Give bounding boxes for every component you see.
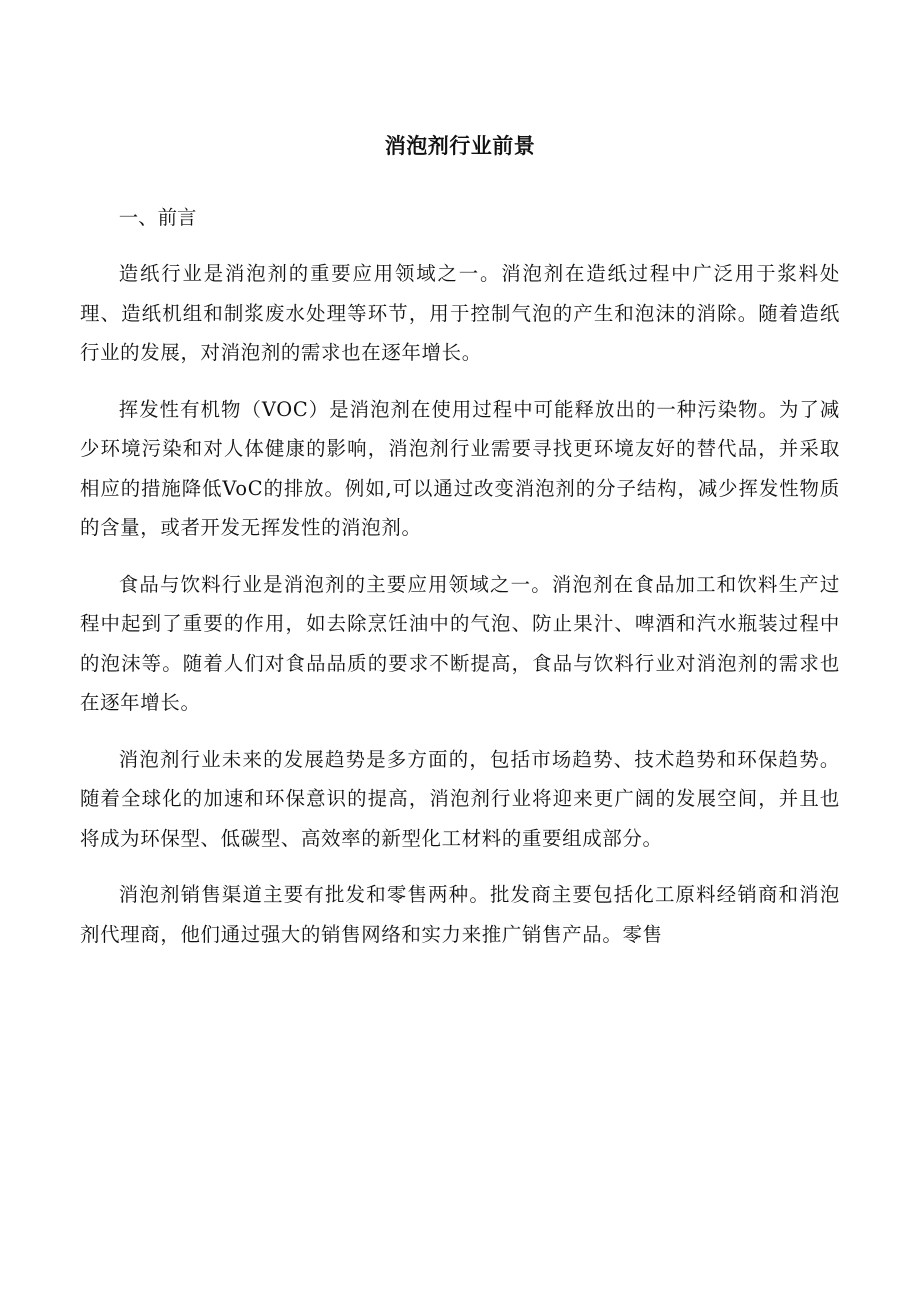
section-heading: 一、前言 (118, 206, 197, 229)
paragraph-food-beverage: 食品与饮料行业是消泡剂的主要应用领域之一。消泡剂在食品加工和饮料生产过程中起到了重要的作用，如去除烹饪油中的气泡、防止果汁、啤酒和汽水瓶装过程中的泡沫等。随着人们对食品品质的要求不断提高，食品与饮料行业对消泡剂的需求也在逐年增长。 (80, 572, 840, 714)
paragraph-voc: 挥发性有机物（VOC）是消泡剂在使用过程中可能释放出的一种污染物。为了减少环境污染和对人体健康的影响，消泡剂行业需要寻找更环境友好的替代品，并采取相应的措施降低VoC的排放。例如,可以通过改变消泡剂的分子结构，减少挥发性物质的含量，或者开发无挥发性的消泡剂。 (80, 397, 840, 539)
paragraph-future-trends: 消泡剂行业未来的发展趋势是多方面的，包括市场趋势、技术趋势和环保趋势。随着全球化的加速和环保意识的提高，消泡剂行业将迎来更广阔的发展空间，并且也将成为环保型、低碳型、高效率的新型化工材料的重要组成部分。 (80, 747, 840, 850)
document-body (80, 198, 840, 954)
document-title: 消泡剂行业前景 (384, 134, 536, 158)
paragraph-sales-channels: 消泡剂销售渠道主要有批发和零售两种。批发商主要包括化工原料经销商和消泡剂代理商，他们通过强大的销售网络和实力来推广销售产品。零售 (80, 883, 840, 946)
paragraph-papermaking: 造纸行业是消泡剂的重要应用领域之一。消泡剂在造纸过程中广泛用于浆料处理、造纸机组和制浆废水处理等环节，用于控制气泡的产生和泡沫的消除。随着造纸行业的发展，对消泡剂的需求也在逐年增长。 (80, 262, 840, 364)
